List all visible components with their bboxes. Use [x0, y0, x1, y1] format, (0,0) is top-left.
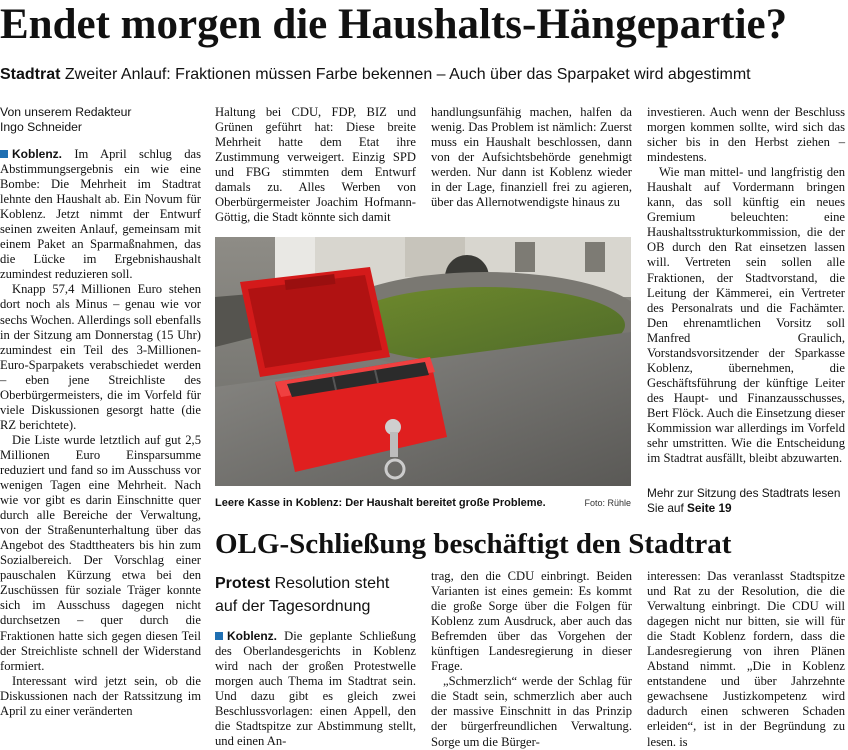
- article2-column-3: [647, 569, 845, 750]
- article-subline: [0, 66, 751, 84]
- article-column-4: [647, 105, 845, 466]
- paragraph: Koblenz. Die geplante Schließung des Oberlandesgerichts in Koblenz wird nach der großen Protestwelle morgen auch Thema im Stadtrat sein. Und dazu gibt es gleich zwei Beschlussvorlagen: einen Appell, den die Stadtspitze zur Abstimmung stellt, und einen An-: [215, 629, 416, 749]
- byline-role: Von unserem Redakteur: [0, 105, 132, 119]
- paragraph: investieren. Auch wenn der Beschluss morgen kommen sollte, wird sich das sicher bis in den Herbst ziehen – mindestens.: [647, 105, 845, 165]
- article-photo: [215, 237, 631, 486]
- square-bullet-icon: [0, 150, 8, 158]
- article2-kicker: Protest: [215, 575, 271, 592]
- article-kicker: Stadtrat: [0, 66, 61, 83]
- article-subline-text: Zweiter Anlauf: Fraktionen müssen Farbe bekennen – Auch über das Sparpaket wird abgestimmt: [64, 66, 751, 83]
- square-bullet-icon: [215, 632, 223, 640]
- photo-caption: [215, 497, 631, 509]
- article-column-1: [0, 105, 201, 719]
- article2-column-1: [215, 629, 416, 749]
- article-headline: Endet morgen die Haushalts-Hängepartie?: [0, 1, 788, 48]
- article2-subhead: Protest Resolution steht auf der Tagesordnung: [215, 575, 390, 615]
- paragraph: Knapp 57,4 Millionen Euro stehen dort noch als Minus – genau wie vor sechs Wochen. Allerdings soll ebenfalls in der Sitzung am Donnerstag (15 Uhr) zumindest ein Teil des 3-Millionen-Euro-Sparpakets verabschiedet werden – eben jene Streichliste des Oberbürgermeisters, die im Vorfeld für viele Diskussionen gesorgt hatte (die RZ berichtete).: [0, 282, 201, 432]
- continued-text: is: [679, 734, 688, 749]
- dateline: Koblenz.: [227, 629, 277, 643]
- paragraph: Die Liste wurde letztlich auf gut 2,5 Millionen Euro Einsparsumme reduziert und fand so im Ausschuss vor wenigen Tagen eine Mehrheit. Nach wie vor gibt es darin Einschnitte quer durch alle Bereiche der Verwaltung, von der Straßenunterhaltung über das Angebot des Stadttheaters bis hin zum Sozialbereich. Der Vorschlag einer pauschalen Kürzung etwa bei den Zuschüssen für soziale Träger konnte sich im Ausschuss dagegen nicht durchsetzen – quer durch die Fraktionen hatte sich gegen diesen Teil der Streichliste schnell der Widerstand formiert.: [0, 432, 201, 673]
- page-reference-note: Mehr zur Sitzung des Stadtrats lesen Sie auf Seite 19: [647, 486, 841, 515]
- byline-author: Ingo Schneider: [0, 120, 82, 134]
- article-column-3: [431, 105, 632, 210]
- article2-headline: OLG-Schließung beschäftigt den Stadtrat: [215, 528, 732, 560]
- dateline: Koblenz.: [12, 147, 62, 161]
- paragraph: interessen: Das veranlasst Stadtspitze und Rat zu der Resolution, die die Verwaltung einbringt. Die CDU will dagegen nicht nur bitten, sie will für die Stadt Koblenz fordern, dass die Landesregierung von ihren Plänen Abstand nimmt. „Die in Koblenz entstandene und über Jahrzehnte gewachsene Justizkompetenz wird dadurch einen schweren Schaden erleiden“, ist in der Begründung zu lesen. is: [647, 569, 845, 749]
- paragraph: Wie man mittel- und langfristig den Haushalt auf Vordermann bringen kann, das soll künftig ein neues Gremium beleuchten: eine Haushaltsstrukturkommission, die der OB durch den Rat einsetzen lassen will. Vertreten sein sollen alle Fraktionen, der Stadtvorstand, die Leitung der Kämmerei, ein Vertreter des Personalrats und die Fachämter. Den ehrenamtlichen Vorsitz soll Manfred Graulich, Vorstandsvorsitzender der Sparkasse Koblenz, übernehmen, die Geschäftsführung der künftige Leiter des Haupt- und Finanzausschusses, Bert Flöck. Auch die Einsetzung dieser Kommission war allerdings im Vorfeld sehr umstritten. Wie die Entscheidung im Stadtrat ausfällt, bleibt abzuwarten.: [647, 165, 845, 466]
- paragraph: Interessant wird jetzt sein, ob die Diskussionen nach der Ratssitzung im April zu einer veränderten: [0, 673, 201, 718]
- paragraph: „Schmerzlich“ werde der Schlag für die Stadt sein, schmerzlich aber auch der massive Einschnitt in das Prinzip der bürgerfreundlichen Verwaltung. Sorge um die Bürger-: [431, 674, 632, 749]
- caption-text: Leere Kasse in Koblenz: Der Haushalt bereitet große Probleme.: [215, 497, 546, 509]
- article2-column-2: [431, 569, 632, 750]
- page-reference[interactable]: Seite 19: [687, 501, 732, 515]
- paragraph: Koblenz. Im April schlug das Abstimmungsergebnis ein wie eine Bombe: Die Mehrheit im Stadtrat lehnte den Haushalt ab. Ein Novum für Koblenz. Jetzt nimmt der Entwurf seinen zweiten Anlauf, gemeinsam mit einem Paket an Sparmaßnahmen, das die Lücke im Ergebnishaushalt zumindest reduzieren soll.: [0, 147, 201, 282]
- byline: [0, 105, 201, 135]
- cash-box-photo: [215, 237, 631, 486]
- paragraph: trag, den die CDU einbringt. Beiden Varianten ist eines gemein: Es kommt die große Sorge über die Folgen für Koblenz zum Ausdruck, aber auch das Befremden über das Vorgehen der künftigen Landesregierung in dieser Frage.: [431, 569, 632, 674]
- paragraph: Haltung bei CDU, FDP, BIZ und Grünen geführt hat: Diese breite Mehrheit hatte dem Etat ihre Zustimmung verweigert. Einzig SPD und FBG stimmten dem Entwurf damals zu. Alles Werben von Oberbürgermeister Joachim Hofmann-Göttig, die Stadt könnte sich damit: [215, 105, 416, 225]
- paragraph: handlungsunfähig machen, halfen da wenig. Das Problem ist nämlich: Zuerst muss ein Haushalt beschlossen, dann von der Aufsichtsbehörde genehmigt werden. Nur dann ist Koblenz wieder in der Lage, finanziell frei zu agieren, über das Allernotwendigste hinaus zu: [431, 105, 632, 210]
- article-column-2: [215, 105, 416, 225]
- photo-credit: Foto: Rühle: [584, 498, 631, 508]
